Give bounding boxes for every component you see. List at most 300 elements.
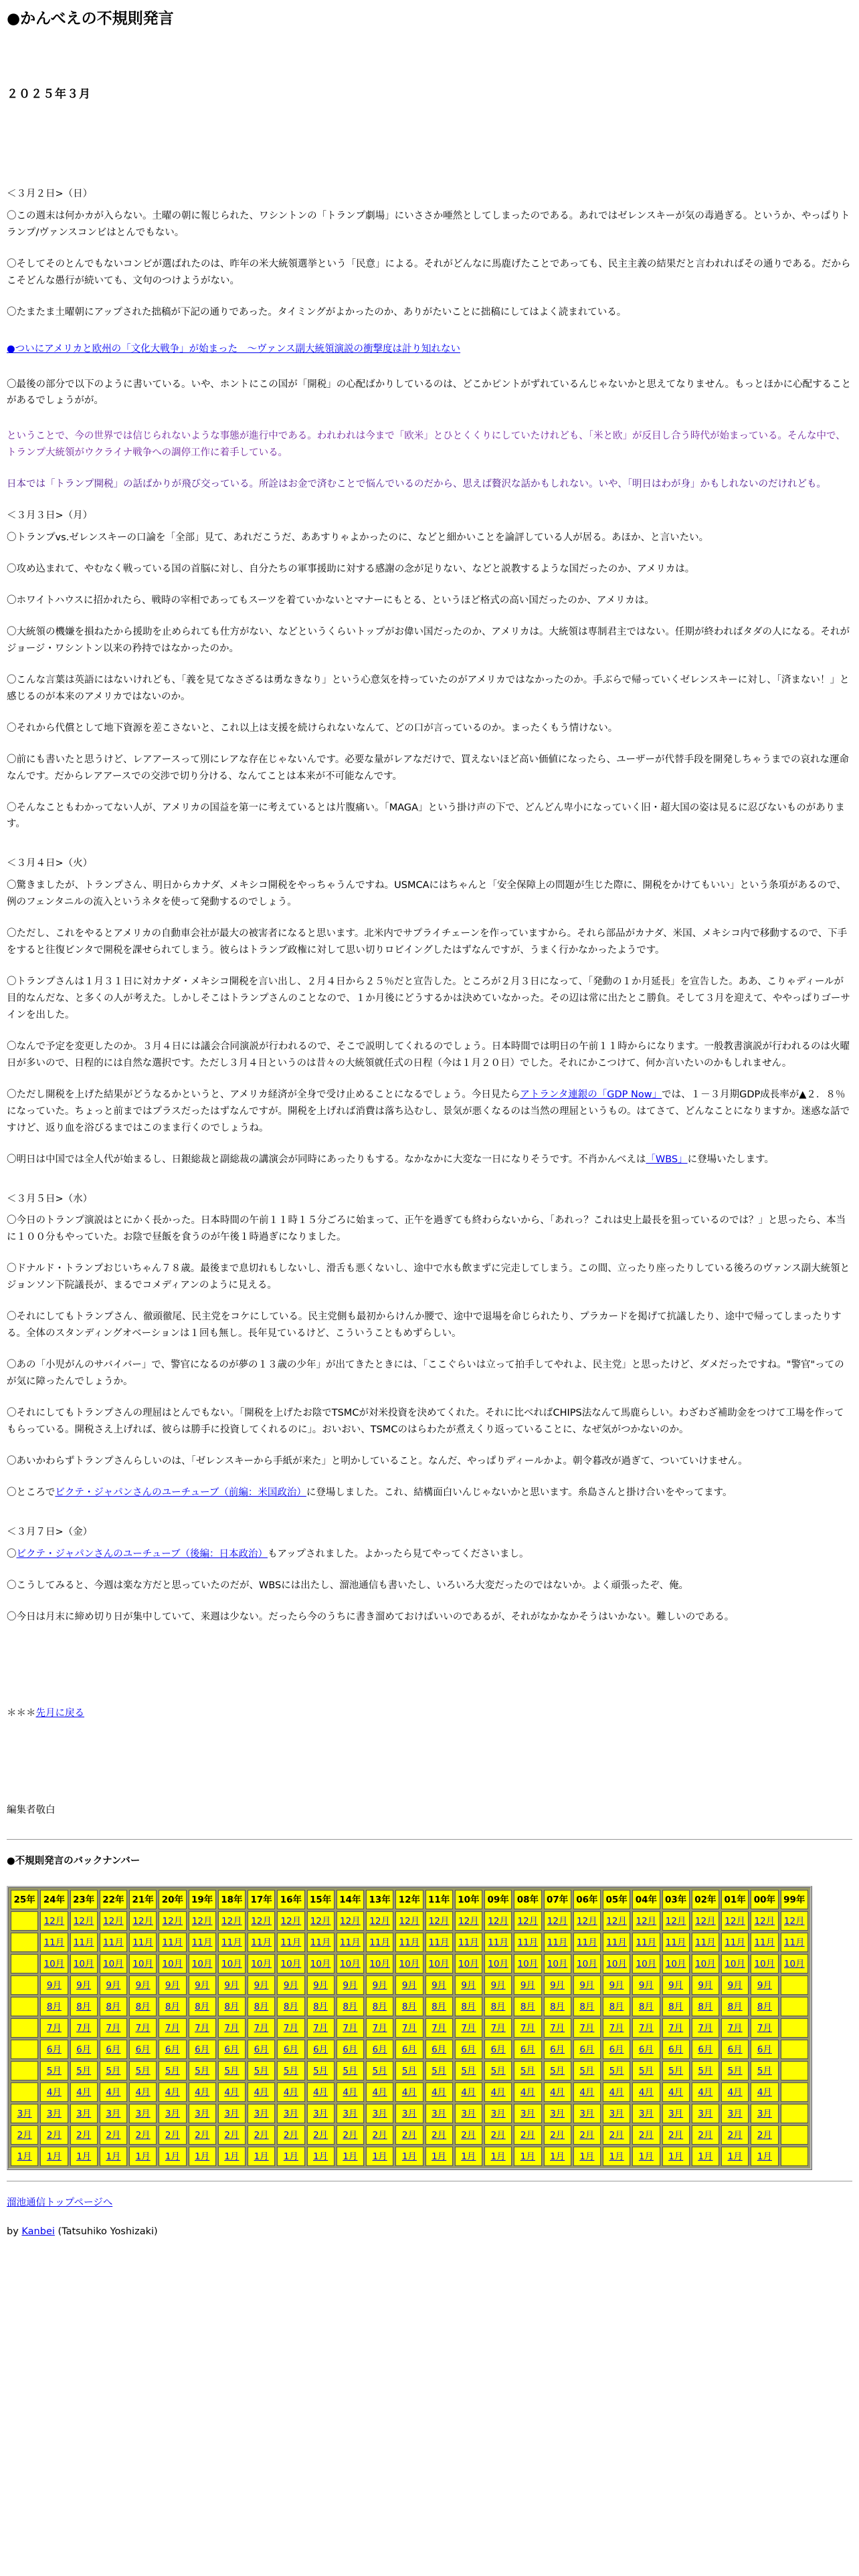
backnumber-month-link[interactable]: 11月	[547, 1937, 568, 1948]
backnumber-month-link[interactable]: 3月	[46, 2108, 62, 2119]
backnumber-month-link[interactable]: 12月	[577, 1915, 597, 1927]
backnumber-month-link[interactable]: 11月	[251, 1937, 272, 1948]
backnumber-month-link[interactable]: 7月	[727, 2022, 743, 2034]
backnumber-month-link[interactable]: 8月	[432, 2001, 447, 2012]
backnumber-month-link[interactable]: 4月	[254, 2086, 269, 2098]
backnumber-month-link[interactable]: 11月	[162, 1937, 183, 1948]
backnumber-month-link[interactable]: 6月	[757, 2044, 772, 2055]
backnumber-month-link[interactable]: 5月	[76, 2065, 92, 2076]
backnumber-month-link[interactable]: 3月	[17, 2108, 32, 2119]
backnumber-month-link[interactable]: 3月	[490, 2108, 506, 2119]
backnumber-month-link[interactable]: 10月	[695, 1958, 716, 1969]
backnumber-month-link[interactable]: 5月	[283, 2065, 298, 2076]
backnumber-month-link[interactable]: 5月	[638, 2065, 654, 2076]
backnumber-month-link[interactable]: 3月	[195, 2108, 210, 2119]
backnumber-month-link[interactable]: 3月	[254, 2108, 269, 2119]
backnumber-month-link[interactable]: 6月	[106, 2044, 121, 2055]
backnumber-month-link[interactable]: 3月	[757, 2108, 772, 2119]
backnumber-month-link[interactable]: 8月	[135, 2001, 151, 2012]
backnumber-month-link[interactable]: 6月	[283, 2044, 298, 2055]
backnumber-month-link[interactable]: 3月	[668, 2108, 684, 2119]
backnumber-month-link[interactable]: 6月	[224, 2044, 240, 2055]
backnumber-month-link[interactable]: 6月	[490, 2044, 506, 2055]
backnumber-month-link[interactable]: 12月	[547, 1915, 568, 1927]
backnumber-month-link[interactable]: 9月	[343, 1979, 358, 1991]
backnumber-month-link[interactable]: 9月	[520, 1979, 535, 1991]
backnumber-month-link[interactable]: 9月	[165, 1979, 180, 1991]
backnumber-month-link[interactable]: 6月	[401, 2044, 417, 2055]
backnumber-month-link[interactable]: 4月	[224, 2086, 240, 2098]
backnumber-month-link[interactable]: 4月	[520, 2086, 535, 2098]
backnumber-month-link[interactable]: 6月	[520, 2044, 535, 2055]
backnumber-month-link[interactable]: 9月	[195, 1979, 210, 1991]
backnumber-month-link[interactable]: 1月	[283, 2151, 298, 2162]
backnumber-month-link[interactable]: 6月	[195, 2044, 210, 2055]
backnumber-month-link[interactable]: 12月	[310, 1915, 331, 1927]
backnumber-month-link[interactable]: 3月	[698, 2108, 713, 2119]
backnumber-month-link[interactable]: 7月	[165, 2022, 180, 2034]
backnumber-month-link[interactable]: 7月	[106, 2022, 121, 2034]
backnumber-month-link[interactable]: 9月	[698, 1979, 713, 1991]
backnumber-month-link[interactable]: 9月	[579, 1979, 595, 1991]
backnumber-month-link[interactable]: 8月	[668, 2001, 684, 2012]
backnumber-month-link[interactable]: 9月	[313, 1979, 328, 1991]
backnumber-month-link[interactable]: 2月	[224, 2129, 240, 2141]
backnumber-month-link[interactable]: 10月	[783, 1958, 805, 1969]
backnumber-month-link[interactable]: 4月	[461, 2086, 476, 2098]
backnumber-month-link[interactable]: 8月	[550, 2001, 565, 2012]
backnumber-month-link[interactable]: 7月	[401, 2022, 417, 2034]
backnumber-month-link[interactable]: 7月	[76, 2022, 92, 2034]
backnumber-month-link[interactable]: 2月	[461, 2129, 476, 2141]
backnumber-month-link[interactable]: 12月	[665, 1915, 686, 1927]
backnumber-month-link[interactable]: 2月	[17, 2129, 32, 2141]
backnumber-month-link[interactable]: 1月	[76, 2151, 92, 2162]
backnumber-month-link[interactable]: 11月	[488, 1937, 508, 1948]
backnumber-month-link[interactable]: 1月	[579, 2151, 595, 2162]
backnumber-month-link[interactable]: 5月	[254, 2065, 269, 2076]
backnumber-month-link[interactable]: 5月	[313, 2065, 328, 2076]
backnumber-month-link[interactable]: 7月	[698, 2022, 713, 2034]
backnumber-month-link[interactable]: 3月	[76, 2108, 92, 2119]
backnumber-month-link[interactable]: 5月	[757, 2065, 772, 2076]
backnumber-month-link[interactable]: 7月	[432, 2022, 447, 2034]
backnumber-month-link[interactable]: 9月	[76, 1979, 92, 1991]
backnumber-month-link[interactable]: 2月	[135, 2129, 151, 2141]
backnumber-month-link[interactable]: 10月	[577, 1958, 597, 1969]
backnumber-month-link[interactable]: 5月	[609, 2065, 624, 2076]
backnumber-month-link[interactable]: 12月	[458, 1915, 479, 1927]
backnumber-month-link[interactable]: 2月	[372, 2129, 387, 2141]
backnumber-month-link[interactable]: 3月	[401, 2108, 417, 2119]
backnumber-month-link[interactable]: 12月	[221, 1915, 242, 1927]
backnumber-month-link[interactable]: 4月	[165, 2086, 180, 2098]
backnumber-month-link[interactable]: 2月	[490, 2129, 506, 2141]
backnumber-month-link[interactable]: 2月	[520, 2129, 535, 2141]
backnumber-month-link[interactable]: 9月	[609, 1979, 624, 1991]
backnumber-month-link[interactable]: 9月	[432, 1979, 447, 1991]
backnumber-month-link[interactable]: 5月	[135, 2065, 151, 2076]
backnumber-month-link[interactable]: 2月	[432, 2129, 447, 2141]
backnumber-month-link[interactable]: 5月	[550, 2065, 565, 2076]
backnumber-month-link[interactable]: 6月	[432, 2044, 447, 2055]
backnumber-month-link[interactable]: 12月	[251, 1915, 272, 1927]
backnumber-month-link[interactable]: 7月	[638, 2022, 654, 2034]
backnumber-month-link[interactable]: 6月	[609, 2044, 624, 2055]
backnumber-month-link[interactable]: 12月	[428, 1915, 450, 1927]
backnumber-month-link[interactable]: 12月	[488, 1915, 508, 1927]
backnumber-month-link[interactable]: 8月	[461, 2001, 476, 2012]
backnumber-month-link[interactable]: 3月	[579, 2108, 595, 2119]
backnumber-month-link[interactable]: 9月	[135, 1979, 151, 1991]
backnumber-month-link[interactable]: 9月	[727, 1979, 743, 1991]
backnumber-month-link[interactable]: 8月	[76, 2001, 92, 2012]
backnumber-month-link[interactable]: 4月	[579, 2086, 595, 2098]
backnumber-month-link[interactable]: 10月	[369, 1958, 390, 1969]
backnumber-month-link[interactable]: 2月	[550, 2129, 565, 2141]
backnumber-month-link[interactable]: 2月	[609, 2129, 624, 2141]
backnumber-month-link[interactable]: 12月	[132, 1915, 153, 1927]
backnumber-month-link[interactable]: 1月	[698, 2151, 713, 2162]
backnumber-month-link[interactable]: 10月	[221, 1958, 242, 1969]
backnumber-month-link[interactable]: 8月	[698, 2001, 713, 2012]
backnumber-month-link[interactable]: 11月	[517, 1937, 539, 1948]
author-link[interactable]: Kanbei	[21, 2226, 55, 2238]
backnumber-month-link[interactable]: 2月	[46, 2129, 62, 2141]
backnumber-month-link[interactable]: 11月	[458, 1937, 479, 1948]
backnumber-month-link[interactable]: 8月	[638, 2001, 654, 2012]
backnumber-month-link[interactable]: 4月	[343, 2086, 358, 2098]
backnumber-month-link[interactable]: 8月	[609, 2001, 624, 2012]
backnumber-month-link[interactable]: 3月	[165, 2108, 180, 2119]
backnumber-month-link[interactable]: 6月	[461, 2044, 476, 2055]
backnumber-month-link[interactable]: 5月	[579, 2065, 595, 2076]
backnumber-month-link[interactable]: 4月	[76, 2086, 92, 2098]
backnumber-month-link[interactable]: 9月	[106, 1979, 121, 1991]
backnumber-month-link[interactable]: 8月	[313, 2001, 328, 2012]
backnumber-month-link[interactable]: 9月	[372, 1979, 387, 1991]
backnumber-month-link[interactable]: 9月	[461, 1979, 476, 1991]
backnumber-month-link[interactable]: 4月	[727, 2086, 743, 2098]
backnumber-month-link[interactable]: 1月	[195, 2151, 210, 2162]
backnumber-month-link[interactable]: 9月	[668, 1979, 684, 1991]
backnumber-month-link[interactable]: 11月	[783, 1937, 805, 1948]
backnumber-month-link[interactable]: 4月	[313, 2086, 328, 2098]
backnumber-month-link[interactable]: 2月	[106, 2129, 121, 2141]
youtube-link-part2[interactable]: ビクテ・ジャパンさんのユーチューブ（後編：日本政治）	[16, 1548, 268, 1560]
backnumber-month-link[interactable]: 5月	[165, 2065, 180, 2076]
backnumber-month-link[interactable]: 8月	[224, 2001, 240, 2012]
backnumber-month-link[interactable]: 4月	[668, 2086, 684, 2098]
backnumber-month-link[interactable]: 3月	[224, 2108, 240, 2119]
backnumber-month-link[interactable]: 12月	[399, 1915, 420, 1927]
backnumber-month-link[interactable]: 8月	[401, 2001, 417, 2012]
backnumber-month-link[interactable]: 4月	[401, 2086, 417, 2098]
backnumber-month-link[interactable]: 6月	[579, 2044, 595, 2055]
backnumber-month-link[interactable]: 9月	[46, 1979, 62, 1991]
backnumber-month-link[interactable]: 12月	[517, 1915, 539, 1927]
backnumber-month-link[interactable]: 1月	[401, 2151, 417, 2162]
backnumber-month-link[interactable]: 2月	[283, 2129, 298, 2141]
backnumber-month-link[interactable]: 2月	[313, 2129, 328, 2141]
backnumber-month-link[interactable]: 5月	[461, 2065, 476, 2076]
backnumber-month-link[interactable]: 8月	[106, 2001, 121, 2012]
backnumber-month-link[interactable]: 4月	[195, 2086, 210, 2098]
backnumber-month-link[interactable]: 10月	[191, 1958, 213, 1969]
backnumber-month-link[interactable]: 5月	[224, 2065, 240, 2076]
backnumber-month-link[interactable]: 4月	[283, 2086, 298, 2098]
backnumber-month-link[interactable]: 6月	[76, 2044, 92, 2055]
backnumber-month-link[interactable]: 4月	[638, 2086, 654, 2098]
backnumber-month-link[interactable]: 6月	[727, 2044, 743, 2055]
backnumber-month-link[interactable]: 12月	[280, 1915, 302, 1927]
backnumber-month-link[interactable]: 12月	[162, 1915, 183, 1927]
backnumber-month-link[interactable]: 4月	[106, 2086, 121, 2098]
backnumber-month-link[interactable]: 10月	[428, 1958, 450, 1969]
backnumber-month-link[interactable]: 8月	[757, 2001, 772, 2012]
backnumber-month-link[interactable]: 12月	[725, 1915, 745, 1927]
backnumber-month-link[interactable]: 1月	[490, 2151, 506, 2162]
backnumber-month-link[interactable]: 11月	[606, 1937, 627, 1948]
backnumber-month-link[interactable]: 2月	[698, 2129, 713, 2141]
backnumber-month-link[interactable]: 3月	[609, 2108, 624, 2119]
backnumber-month-link[interactable]: 3月	[313, 2108, 328, 2119]
backnumber-month-link[interactable]: 8月	[372, 2001, 387, 2012]
backnumber-month-link[interactable]: 10月	[280, 1958, 302, 1969]
backnumber-month-link[interactable]: 10月	[725, 1958, 745, 1969]
backnumber-month-link[interactable]: 3月	[461, 2108, 476, 2119]
backnumber-month-link[interactable]: 8月	[520, 2001, 535, 2012]
backnumber-month-link[interactable]: 11月	[636, 1937, 657, 1948]
backnumber-month-link[interactable]: 1月	[224, 2151, 240, 2162]
backnumber-month-link[interactable]: 8月	[283, 2001, 298, 2012]
backnumber-month-link[interactable]: 10月	[754, 1958, 775, 1969]
backnumber-month-link[interactable]: 10月	[310, 1958, 331, 1969]
backnumber-month-link[interactable]: 8月	[165, 2001, 180, 2012]
backnumber-month-link[interactable]: 4月	[46, 2086, 62, 2098]
backnumber-month-link[interactable]: 2月	[254, 2129, 269, 2141]
backnumber-month-link[interactable]: 10月	[488, 1958, 508, 1969]
backnumber-month-link[interactable]: 11月	[695, 1937, 716, 1948]
backnumber-month-link[interactable]: 6月	[165, 2044, 180, 2055]
backnumber-month-link[interactable]: 8月	[195, 2001, 210, 2012]
backnumber-month-link[interactable]: 4月	[372, 2086, 387, 2098]
backnumber-month-link[interactable]: 7月	[46, 2022, 62, 2034]
backnumber-month-link[interactable]: 1月	[638, 2151, 654, 2162]
backnumber-month-link[interactable]: 6月	[550, 2044, 565, 2055]
backnumber-month-link[interactable]: 10月	[399, 1958, 420, 1969]
backnumber-month-link[interactable]: 5月	[432, 2065, 447, 2076]
article-link[interactable]: ●ついにアメリカと欧州の「文化大戦争」が始まった ～ヴァンス副大統領演説の衝撃度は計り知れない	[7, 343, 461, 354]
backnumber-month-link[interactable]: 4月	[698, 2086, 713, 2098]
backnumber-month-link[interactable]: 7月	[254, 2022, 269, 2034]
backnumber-month-link[interactable]: 11月	[132, 1937, 153, 1948]
backnumber-month-link[interactable]: 7月	[609, 2022, 624, 2034]
backnumber-month-link[interactable]: 2月	[727, 2129, 743, 2141]
backnumber-month-link[interactable]: 3月	[638, 2108, 654, 2119]
backnumber-month-link[interactable]: 7月	[668, 2022, 684, 2034]
backnumber-month-link[interactable]: 12月	[636, 1915, 657, 1927]
backnumber-month-link[interactable]: 7月	[490, 2022, 506, 2034]
backnumber-month-link[interactable]: 9月	[401, 1979, 417, 1991]
backnumber-month-link[interactable]: 3月	[343, 2108, 358, 2119]
backnumber-month-link[interactable]: 12月	[103, 1915, 124, 1927]
backnumber-month-link[interactable]: 6月	[46, 2044, 62, 2055]
backnumber-month-link[interactable]: 10月	[665, 1958, 686, 1969]
backnumber-month-link[interactable]: 5月	[490, 2065, 506, 2076]
backnumber-month-link[interactable]: 5月	[195, 2065, 210, 2076]
backnumber-month-link[interactable]: 2月	[757, 2129, 772, 2141]
top-page-link[interactable]: 溜池通信トップページへ	[7, 2197, 113, 2209]
backnumber-month-link[interactable]: 4月	[135, 2086, 151, 2098]
backnumber-month-link[interactable]: 11月	[73, 1937, 94, 1948]
backnumber-month-link[interactable]: 1月	[550, 2151, 565, 2162]
backnumber-month-link[interactable]: 1月	[17, 2151, 32, 2162]
backnumber-month-link[interactable]: 3月	[135, 2108, 151, 2119]
backnumber-month-link[interactable]: 11月	[577, 1937, 597, 1948]
backnumber-month-link[interactable]: 1月	[461, 2151, 476, 2162]
backnumber-month-link[interactable]: 10月	[43, 1958, 65, 1969]
backnumber-month-link[interactable]: 6月	[698, 2044, 713, 2055]
backnumber-month-link[interactable]: 8月	[343, 2001, 358, 2012]
backnumber-month-link[interactable]: 5月	[698, 2065, 713, 2076]
backnumber-month-link[interactable]: 5月	[372, 2065, 387, 2076]
backnumber-month-link[interactable]: 3月	[372, 2108, 387, 2119]
backnumber-month-link[interactable]: 1月	[135, 2151, 151, 2162]
backnumber-month-link[interactable]: 6月	[668, 2044, 684, 2055]
backnumber-month-link[interactable]: 12月	[606, 1915, 627, 1927]
backnumber-month-link[interactable]: 10月	[132, 1958, 153, 1969]
backnumber-month-link[interactable]: 9月	[757, 1979, 772, 1991]
backnumber-month-link[interactable]: 1月	[757, 2151, 772, 2162]
backnumber-month-link[interactable]: 1月	[609, 2151, 624, 2162]
backnumber-month-link[interactable]: 10月	[73, 1958, 94, 1969]
backnumber-month-link[interactable]: 10月	[547, 1958, 568, 1969]
backnumber-month-link[interactable]: 11月	[103, 1937, 124, 1948]
backnumber-month-link[interactable]: 3月	[106, 2108, 121, 2119]
backnumber-month-link[interactable]: 10月	[251, 1958, 272, 1969]
backnumber-month-link[interactable]: 1月	[372, 2151, 387, 2162]
backnumber-month-link[interactable]: 10月	[606, 1958, 627, 1969]
backnumber-month-link[interactable]: 7月	[283, 2022, 298, 2034]
backnumber-month-link[interactable]: 6月	[135, 2044, 151, 2055]
gdp-now-link[interactable]: アトランタ連銀の「GDP Now」	[520, 1089, 662, 1100]
backnumber-month-link[interactable]: 7月	[224, 2022, 240, 2034]
backnumber-month-link[interactable]: 11月	[280, 1937, 302, 1948]
backnumber-month-link[interactable]: 7月	[313, 2022, 328, 2034]
backnumber-month-link[interactable]: 9月	[638, 1979, 654, 1991]
backnumber-month-link[interactable]: 11月	[754, 1937, 775, 1948]
backnumber-month-link[interactable]: 4月	[550, 2086, 565, 2098]
backnumber-month-link[interactable]: 6月	[313, 2044, 328, 2055]
backnumber-month-link[interactable]: 11月	[310, 1937, 331, 1948]
backnumber-month-link[interactable]: 11月	[369, 1937, 390, 1948]
backnumber-month-link[interactable]: 12月	[369, 1915, 390, 1927]
backnumber-month-link[interactable]: 10月	[636, 1958, 657, 1969]
backnumber-month-link[interactable]: 2月	[343, 2129, 358, 2141]
backnumber-month-link[interactable]: 12月	[783, 1915, 805, 1927]
backnumber-month-link[interactable]: 2月	[76, 2129, 92, 2141]
backnumber-month-link[interactable]: 3月	[432, 2108, 447, 2119]
backnumber-month-link[interactable]: 11月	[665, 1937, 686, 1948]
backnumber-month-link[interactable]: 1月	[165, 2151, 180, 2162]
backnumber-month-link[interactable]: 3月	[283, 2108, 298, 2119]
backnumber-month-link[interactable]: 2月	[165, 2129, 180, 2141]
backnumber-month-link[interactable]: 4月	[609, 2086, 624, 2098]
backnumber-month-link[interactable]: 5月	[668, 2065, 684, 2076]
backnumber-month-link[interactable]: 4月	[490, 2086, 506, 2098]
backnumber-month-link[interactable]: 5月	[343, 2065, 358, 2076]
backnumber-month-link[interactable]: 7月	[372, 2022, 387, 2034]
backnumber-month-link[interactable]: 8月	[490, 2001, 506, 2012]
backnumber-month-link[interactable]: 3月	[520, 2108, 535, 2119]
backnumber-month-link[interactable]: 10月	[517, 1958, 539, 1969]
backnumber-month-link[interactable]: 7月	[520, 2022, 535, 2034]
backnumber-month-link[interactable]: 9月	[254, 1979, 269, 1991]
backnumber-month-link[interactable]: 10月	[458, 1958, 479, 1969]
backnumber-month-link[interactable]: 6月	[372, 2044, 387, 2055]
backnumber-month-link[interactable]: 4月	[432, 2086, 447, 2098]
backnumber-month-link[interactable]: 7月	[343, 2022, 358, 2034]
backnumber-month-link[interactable]: 7月	[550, 2022, 565, 2034]
backnumber-month-link[interactable]: 12月	[43, 1915, 65, 1927]
backnumber-month-link[interactable]: 1月	[727, 2151, 743, 2162]
backnumber-month-link[interactable]: 5月	[46, 2065, 62, 2076]
backnumber-month-link[interactable]: 11月	[399, 1937, 420, 1948]
backnumber-month-link[interactable]: 8月	[579, 2001, 595, 2012]
backnumber-month-link[interactable]: 5月	[727, 2065, 743, 2076]
previous-month-link[interactable]: 先月に戻る	[35, 1708, 84, 1719]
backnumber-month-link[interactable]: 8月	[46, 2001, 62, 2012]
backnumber-month-link[interactable]: 1月	[106, 2151, 121, 2162]
wbs-link[interactable]: 「WBS」	[646, 1154, 688, 1165]
backnumber-month-link[interactable]: 1月	[254, 2151, 269, 2162]
backnumber-month-link[interactable]: 7月	[461, 2022, 476, 2034]
backnumber-month-link[interactable]: 12月	[754, 1915, 775, 1927]
youtube-link-part1[interactable]: ビクテ・ジャパンさんのユーチューブ（前編：米国政治）	[55, 1487, 306, 1498]
backnumber-month-link[interactable]: 3月	[550, 2108, 565, 2119]
backnumber-month-link[interactable]: 7月	[757, 2022, 772, 2034]
backnumber-month-link[interactable]: 12月	[191, 1915, 213, 1927]
backnumber-month-link[interactable]: 11月	[221, 1937, 242, 1948]
backnumber-month-link[interactable]: 10月	[162, 1958, 183, 1969]
backnumber-month-link[interactable]: 9月	[550, 1979, 565, 1991]
backnumber-month-link[interactable]: 9月	[224, 1979, 240, 1991]
backnumber-month-link[interactable]: 10月	[103, 1958, 124, 1969]
backnumber-month-link[interactable]: 6月	[254, 2044, 269, 2055]
backnumber-month-link[interactable]: 6月	[343, 2044, 358, 2055]
backnumber-month-link[interactable]: 1月	[520, 2151, 535, 2162]
backnumber-month-link[interactable]: 12月	[73, 1915, 94, 1927]
backnumber-month-link[interactable]: 11月	[725, 1937, 745, 1948]
backnumber-month-link[interactable]: 4月	[757, 2086, 772, 2098]
backnumber-month-link[interactable]: 9月	[490, 1979, 506, 1991]
backnumber-month-link[interactable]: 2月	[195, 2129, 210, 2141]
backnumber-month-link[interactable]: 11月	[340, 1937, 361, 1948]
backnumber-month-link[interactable]: 2月	[401, 2129, 417, 2141]
backnumber-month-link[interactable]: 8月	[254, 2001, 269, 2012]
backnumber-month-link[interactable]: 1月	[343, 2151, 358, 2162]
backnumber-month-link[interactable]: 7月	[579, 2022, 595, 2034]
backnumber-month-link[interactable]: 12月	[340, 1915, 361, 1927]
backnumber-month-link[interactable]: 2月	[668, 2129, 684, 2141]
backnumber-month-link[interactable]: 3月	[727, 2108, 743, 2119]
backnumber-month-link[interactable]: 2月	[638, 2129, 654, 2141]
backnumber-month-link[interactable]: 11月	[428, 1937, 450, 1948]
backnumber-month-link[interactable]: 11月	[191, 1937, 213, 1948]
backnumber-month-link[interactable]: 1月	[668, 2151, 684, 2162]
backnumber-month-link[interactable]: 1月	[432, 2151, 447, 2162]
